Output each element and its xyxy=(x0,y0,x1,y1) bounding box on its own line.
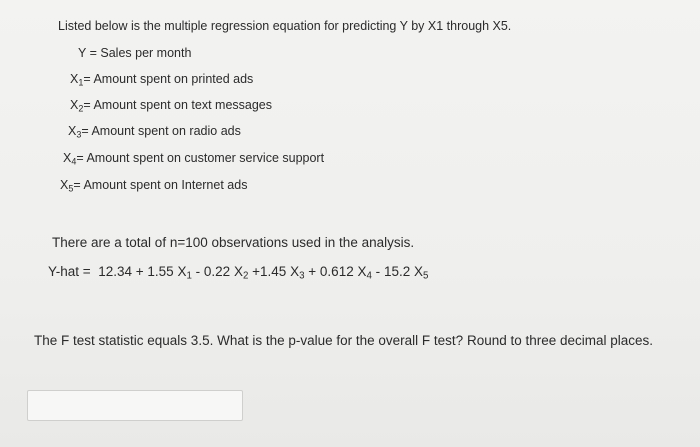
term-coef: 0.612 xyxy=(319,264,354,279)
definition-var: Y xyxy=(78,46,87,60)
definition-x5 xyxy=(60,178,247,192)
answer-input[interactable] xyxy=(27,390,243,421)
definition-var: X xyxy=(68,124,77,138)
term-sub: 3 xyxy=(299,270,305,282)
definition-y xyxy=(78,46,191,60)
definition-desc: = Amount spent on customer service support xyxy=(76,151,325,165)
term-coef: 0.22 xyxy=(203,264,231,279)
definition-var: X xyxy=(63,151,72,165)
definition-sub: 2 xyxy=(78,103,84,114)
definition-sub: 4 xyxy=(71,156,77,167)
definition-sub: 5 xyxy=(68,183,74,194)
definition-desc: = Amount spent on radio ads xyxy=(81,124,241,138)
term-coef: 1.55 xyxy=(147,264,174,279)
definition-var: X xyxy=(70,98,79,112)
intro-text: Listed below is the multiple regression equation for predicting Y by X1 through X5. xyxy=(58,19,512,33)
observations-text: There are a total of n=100 observations used in the analysis. xyxy=(52,235,415,250)
term-sub: 5 xyxy=(423,270,429,282)
definition-x2 xyxy=(70,98,272,112)
definition-desc: = Amount spent on printed ads xyxy=(83,72,254,86)
term-sign: - xyxy=(375,264,381,279)
term-coef: 15.2 xyxy=(383,264,411,279)
definition-sub: 1 xyxy=(78,77,84,88)
term-sign: - xyxy=(195,264,201,279)
equation-lhs: Y-hat = xyxy=(48,264,91,279)
regression-equation xyxy=(48,264,429,282)
equation-intercept: 12.34 xyxy=(98,264,132,279)
term-var: X xyxy=(357,264,367,279)
question-text: The F test statistic equals 3.5. What is the p-value for the overall F test? Round to three decimal places. xyxy=(34,333,654,348)
term-var: X xyxy=(290,264,300,279)
term-sub: 2 xyxy=(242,270,249,282)
term-sub: 1 xyxy=(186,270,192,282)
definition-var: X xyxy=(60,178,69,192)
term-coef: 1.45 xyxy=(260,264,287,279)
term-var: X xyxy=(413,264,423,279)
definition-sub: 3 xyxy=(76,129,82,140)
term-sign: + xyxy=(135,264,144,279)
definition-desc: = Amount spent on Internet ads xyxy=(73,178,248,192)
term-sign: + xyxy=(252,264,261,279)
term-var: X xyxy=(177,264,187,279)
term-sub: 4 xyxy=(366,270,372,282)
definition-x3 xyxy=(68,124,241,138)
term-sign: + xyxy=(308,264,317,279)
term-var: X xyxy=(233,264,243,279)
definition-desc: = Sales per month xyxy=(89,46,192,60)
definition-desc: = Amount spent on text messages xyxy=(83,98,273,112)
definition-var: X xyxy=(70,72,79,86)
definition-x4 xyxy=(63,151,324,165)
definition-x1 xyxy=(70,72,253,86)
